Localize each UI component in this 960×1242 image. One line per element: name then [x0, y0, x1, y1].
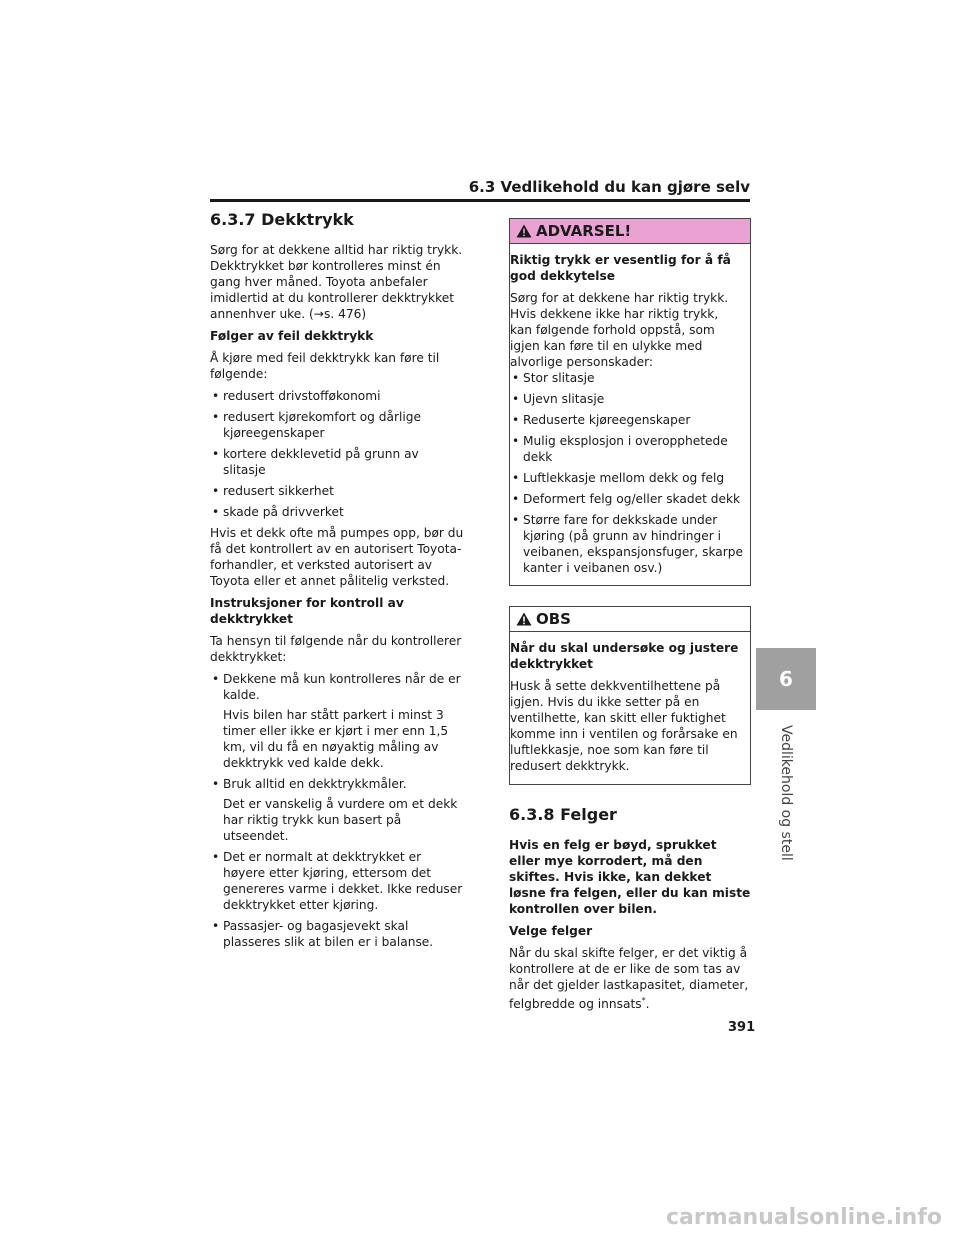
obs-label: OBS — [536, 610, 571, 628]
felger-end: . — [645, 997, 650, 1012]
footnote-marker: * — [641, 996, 646, 1005]
caution-triangle-icon — [516, 612, 532, 626]
list-item: • redusert drivstofføkonomi — [210, 388, 465, 404]
instruction-list — [210, 671, 465, 950]
chapter-tab: 6 — [756, 648, 816, 710]
list-item-text: • Passasjer- og bagasjevekt skal plasseres slik at bilen er i balanse. — [223, 919, 434, 949]
list-item: • Mulig eksplosjon i overopphetede dekk — [510, 433, 744, 465]
list-item: • Ujevn slitasje — [510, 391, 744, 407]
felger-bold-paragraph: Hvis en felg er bøyd, sprukket eller mye korrodert, må den skiftes. Hvis ikke, kan dekket løsne fra felgen, eller du kan miste kontrollen over bilen. — [509, 838, 751, 916]
list-item: • skade på drivverket — [210, 504, 465, 520]
warning-text: Sørg for at dekkene har riktig trykk. Hvis dekkene ikke har riktig trykk, kan følgende forhold oppstå, som igjen kan føre til en ulykke med alvorlige personskader: — [510, 291, 729, 369]
list-item: • Deformert felg og/eller skadet dekk — [510, 491, 744, 507]
header-divider — [210, 199, 750, 202]
felger-paragraph — [509, 945, 751, 1012]
list-item: • kortere dekklevetid på grunn av slitasje — [210, 446, 465, 478]
list-item — [210, 776, 465, 844]
list-item — [210, 671, 465, 771]
warning-title: Riktig trykk er vesentlig for å få god dekkytelse — [510, 253, 731, 283]
watermark: carmanualsonline.info — [666, 1205, 942, 1230]
warning-header — [510, 219, 750, 244]
obs-body — [510, 632, 750, 784]
obs-title: Når du skal undersøke og justere dekktrykket — [510, 641, 739, 671]
obs-header — [510, 607, 750, 632]
list-item: • Større fare for dekkskade under kjøring (på grunn av hindringer i veibanen, ekspansjonsfuger, skarpe kanter i veibanen osv.) — [510, 512, 744, 576]
warning-label: ADVARSEL! — [536, 222, 632, 240]
chapter-side-label: Vedlikehold og stell — [778, 725, 794, 861]
warning-body — [510, 244, 750, 585]
warning-box — [509, 218, 751, 586]
chapter-header: 6.3 Vedlikehold du kan gjøre selv — [468, 178, 750, 196]
list-item: • Stor slitasje — [510, 370, 744, 386]
section-heading-dekktrykk: 6.3.7 Dekktrykk — [210, 210, 354, 229]
page-number: 391 — [728, 1020, 756, 1035]
intro-paragraph: Sørg for at dekkene alltid har riktig trykk. Dekktrykket bør kontrolleres minst én gang hver måned. Toyota anbefaler imidlertid at du kontrollerer dekktrykket annenhver uke. (→s. 476) — [210, 243, 463, 321]
felger-text: Når du skal skifte felger, er det viktig å kontrollere at de er like de som tas av når det gjelder lastkapasitet, diameter, felgbredde og innsats — [509, 946, 749, 1012]
list-item-note: Det er vanskelig å vurdere om et dekk har riktig trykk kun basert på utseendet. — [223, 797, 458, 843]
obs-box — [509, 606, 751, 785]
consequence-list — [210, 388, 465, 520]
obs-text: Husk å sette dekkventilhettene på igjen. Hvis du ikke setter på en ventilhette, kan skitt eller fuktighet komme inn i ventilen og forårsake en luftlekkasje, noe som kan føre til redusert dekktrykk. — [510, 679, 738, 773]
paragraph-verksted: Hvis et dekk ofte må pumpes opp, bør du få det kontrollert av en autorisert Toyota-forhandler, et verksted autorisert av Toyota eller et annet pålitelig verksted. — [210, 526, 464, 588]
left-column — [210, 210, 465, 955]
subheading-folger: Følger av feil dekktrykk — [210, 329, 374, 343]
list-item-note: Hvis bilen har stått parkert i minst 3 timer eller ikke er kjørt i mer enn 1,5 km, vil du få en nøyaktig måling av dekktrykk ved kalde dekk. — [223, 708, 449, 770]
list-item — [210, 918, 465, 950]
list-item — [210, 849, 465, 913]
list-item: • Luftlekkasje mellom dekk og felg — [510, 470, 744, 486]
section-heading-felger: 6.3.8 Felger — [509, 805, 617, 824]
subheading-instruksjoner: Instruksjoner for kontroll av dekktrykket — [210, 596, 404, 626]
list-item: • redusert kjørekomfort og dårlige kjøreegenskaper — [210, 409, 465, 441]
list-item: • Reduserte kjøreegenskaper — [510, 412, 744, 428]
subheading-velge-felger: Velge felger — [509, 924, 593, 938]
warning-triangle-icon — [516, 224, 532, 238]
paragraph-folgende: Å kjøre med feil dekktrykk kan føre til følgende: — [210, 351, 440, 381]
list-item-text: • Bruk alltid en dekktrykkmåler. — [223, 777, 407, 791]
list-item: • redusert sikkerhet — [210, 483, 465, 499]
right-column — [509, 218, 751, 1018]
list-item-text: • Dekkene må kun kontrolleres når de er kalde. — [223, 672, 461, 702]
warning-list — [510, 370, 744, 576]
paragraph-hensyn: Ta hensyn til følgende når du kontrollerer dekktrykket: — [210, 634, 462, 664]
list-item-text: • Det er normalt at dekktrykket er høyere etter kjøring, ettersom det genereres varme i dekket. Ikke reduser dekktrykket etter kjøring. — [223, 850, 463, 912]
